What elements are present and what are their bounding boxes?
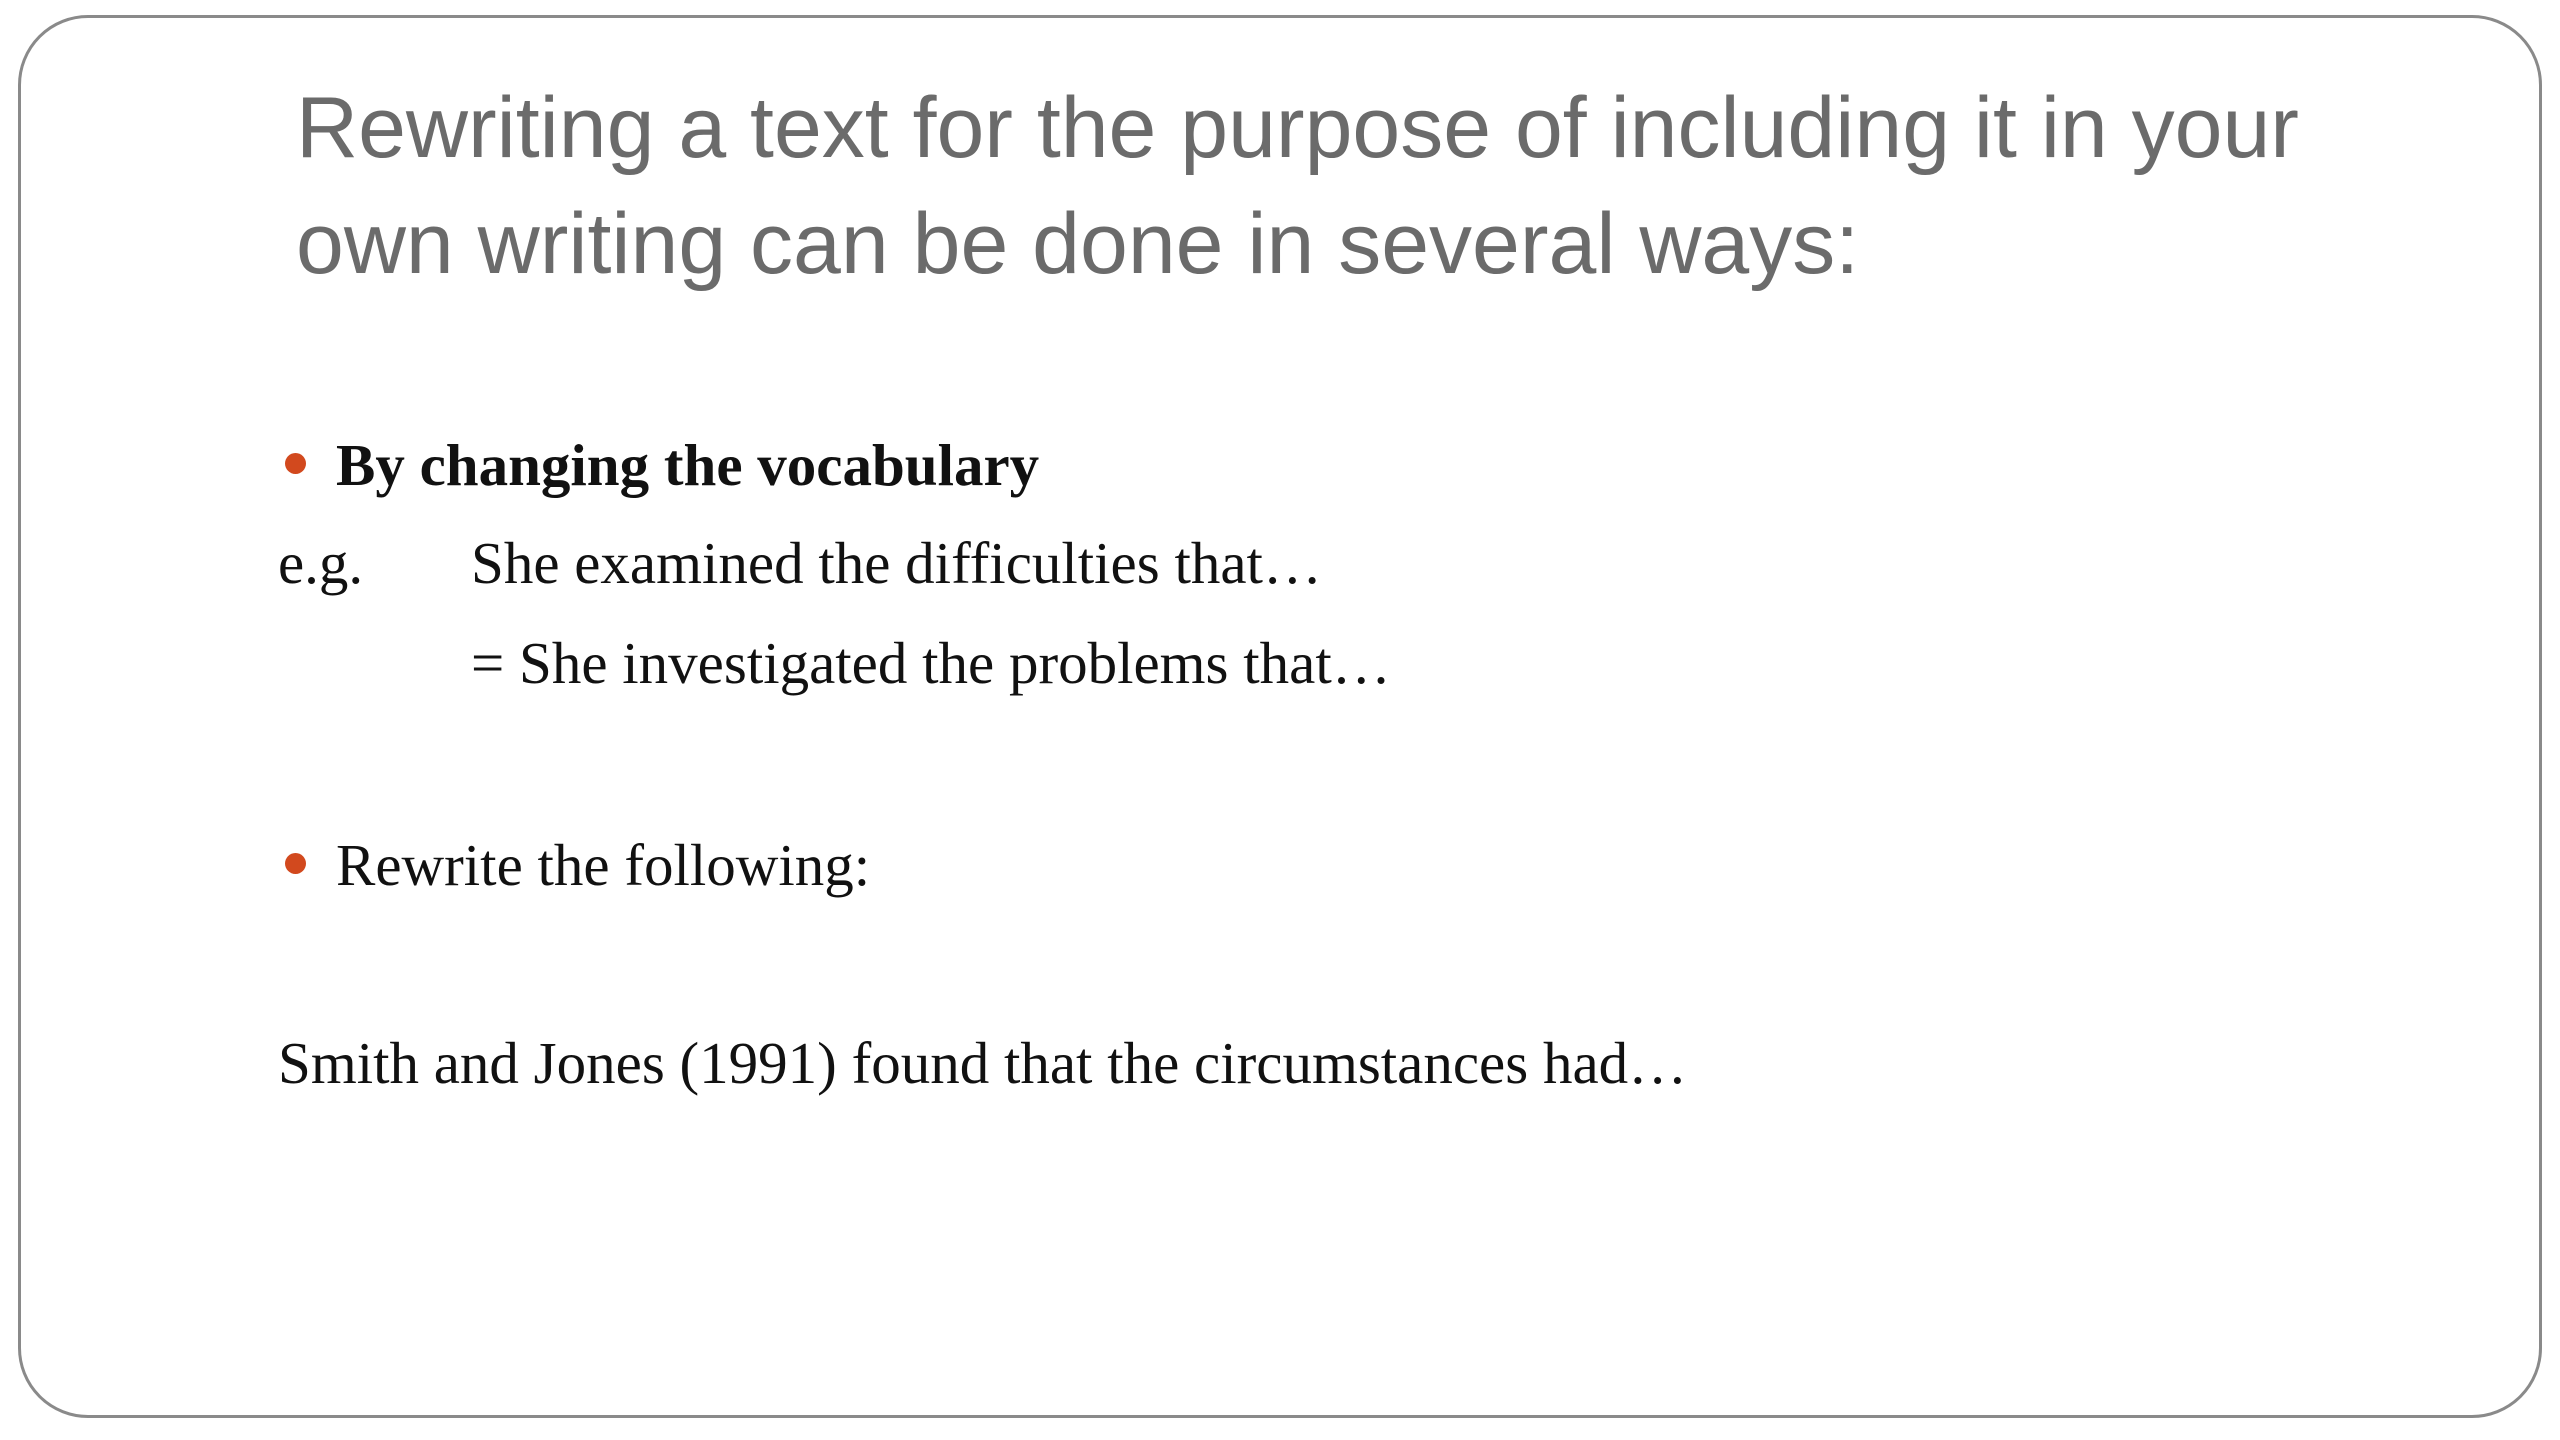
bullet-dot-icon	[285, 853, 306, 874]
bullet-rewrite-label: Rewrite the following:	[336, 832, 871, 898]
example-original-sentence: She examined the difficulties that…	[471, 530, 1322, 596]
bullet-dot-icon	[285, 453, 306, 474]
bullet-vocabulary-label: By changing the vocabulary	[336, 432, 1040, 498]
slide	[18, 15, 2542, 1418]
slide-title: Rewriting a text for the purpose of including it in your own writing can be done in several ways:	[296, 80, 2299, 292]
example-label: e.g.	[278, 530, 364, 596]
example-rewritten-sentence: = She investigated the problems that…	[471, 630, 1391, 696]
exercise-sentence: Smith and Jones (1991) found that the circumstances had…	[278, 1030, 1688, 1096]
